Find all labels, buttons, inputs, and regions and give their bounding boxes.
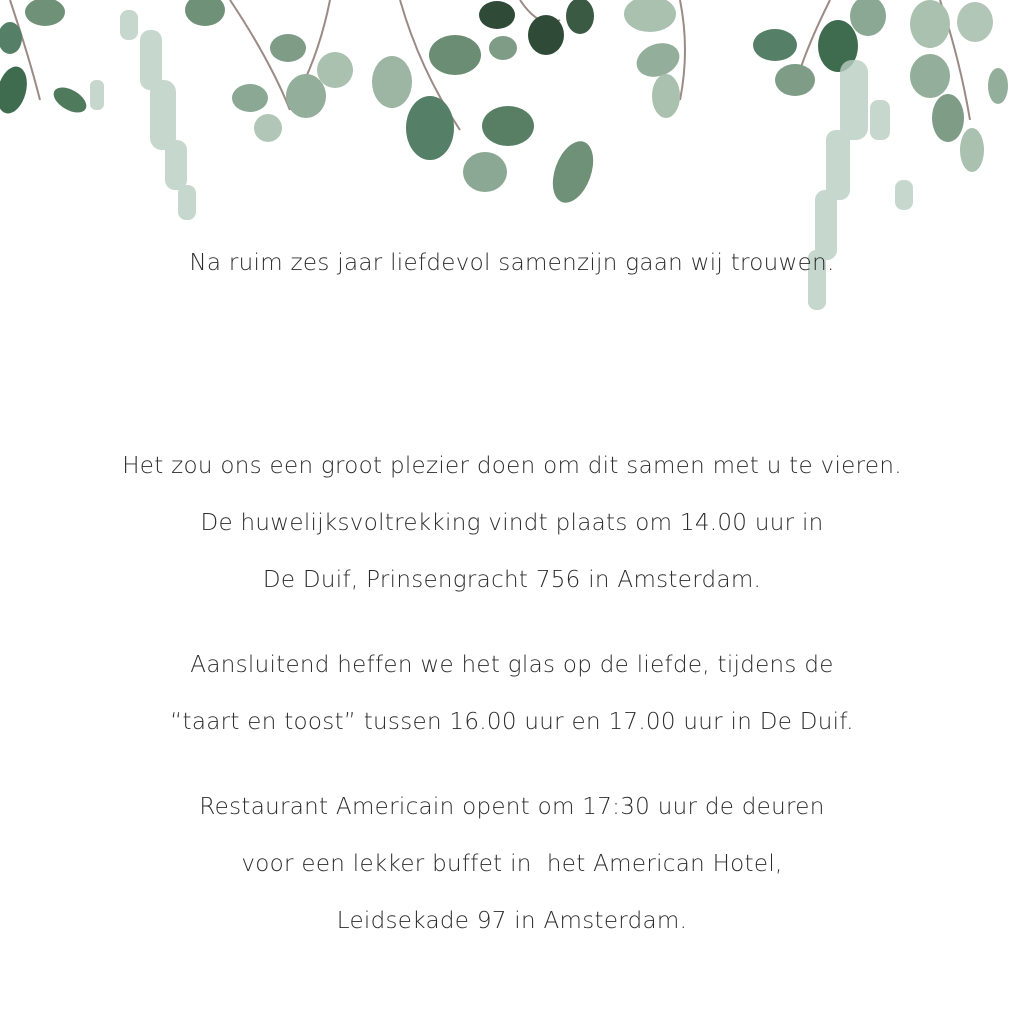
ceremony-line-1: Het zou ons een groot plezier doen om dit samen met u te vieren.: [122, 453, 902, 479]
dinner-line-3: Leidsekade 97 in Amsterdam.: [336, 908, 688, 934]
toast-line-1: Aansluitend heffen we het glas op de liefde, tijdens de: [190, 652, 834, 678]
eucalyptus-foliage-illustration: [0, 0, 1024, 330]
dinner-line-2: voor een lekker buffet in het American Hotel,: [241, 851, 783, 877]
ceremony-line-2: De huwelijksvoltrekking vindt plaats om 14.00 uur in: [200, 510, 824, 536]
intro-text: Na ruim zes jaar liefdevol samenzijn gaan wij trouwen.: [189, 250, 835, 276]
ceremony-line-3: De Duif, Prinsengracht 756 in Amsterdam.: [262, 567, 762, 593]
toast-line-2: “taart en toost” tussen 16.00 uur en 17.00 uur in De Duif.: [170, 709, 854, 735]
dinner-line-1: Restaurant Americain opent om 17:30 uur de deuren: [199, 794, 825, 820]
